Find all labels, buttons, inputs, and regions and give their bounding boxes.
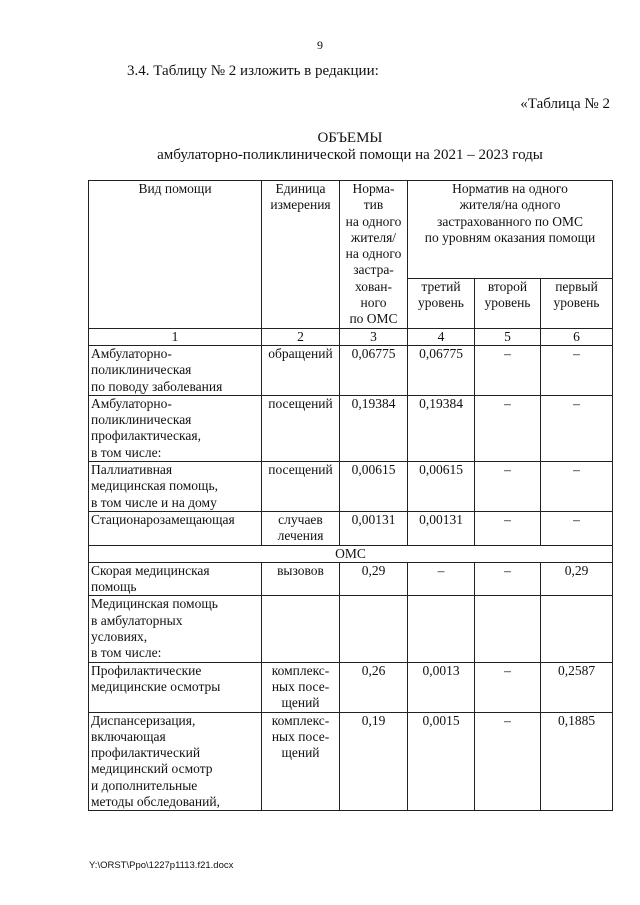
- row-norm: 0,26: [340, 662, 408, 712]
- row-type: Паллиативная медицинская помощь, в том числе и на дому: [89, 462, 262, 512]
- row-unit: случаев лечения: [262, 511, 340, 545]
- volumes-table: [88, 180, 613, 811]
- header-unit: [262, 181, 340, 329]
- row-level-2: –: [475, 712, 541, 811]
- row-level-1: 0,1885: [541, 712, 613, 811]
- page-number: 9: [317, 38, 323, 52]
- row-norm: 0,29: [340, 562, 408, 596]
- row-norm: 0,00615: [340, 462, 408, 512]
- row-unit: [262, 596, 340, 662]
- file-path-footer: Y:\ORST\Ppo\1227p1113.f21.docx: [89, 860, 234, 871]
- header-level-3-label: третий уровень: [418, 278, 464, 311]
- table-row: [89, 345, 613, 395]
- table-row: [89, 712, 613, 811]
- table-reference: «Таблица № 2: [520, 96, 610, 112]
- row-level-1: –: [541, 395, 613, 461]
- row-unit: посещений: [262, 395, 340, 461]
- column-number: 6: [541, 328, 613, 345]
- table-row: [89, 395, 613, 461]
- row-level-3: 0,06775: [408, 345, 475, 395]
- row-level-1: –: [541, 462, 613, 512]
- row-type: Скорая медицинская помощь: [89, 562, 262, 596]
- row-level-3: [408, 596, 475, 662]
- row-level-3: 0,19384: [408, 395, 475, 461]
- section-label: ОМС: [89, 545, 613, 562]
- row-level-2: –: [475, 395, 541, 461]
- intro-text: 3.4. Таблицу № 2 изложить в редакции:: [127, 63, 379, 79]
- row-level-3: 0,00131: [408, 511, 475, 545]
- row-type: Амбулаторно- поликлиническая по поводу заболевания: [89, 345, 262, 395]
- row-level-2: –: [475, 562, 541, 596]
- row-type: Стационарозамещающая: [89, 511, 262, 545]
- row-level-3: 0,00615: [408, 462, 475, 512]
- header-level-1-label: первый уровень: [553, 278, 600, 311]
- row-norm: 0,06775: [340, 345, 408, 395]
- header-levels-label: Норматив на одного жителя/на одного застрахованного по ОМС по уровням оказания помощи: [424, 181, 596, 245]
- row-level-2: –: [475, 345, 541, 395]
- column-number: 1: [89, 328, 262, 345]
- row-unit: комплекс- ных посе- щений: [262, 712, 340, 811]
- document-subtitle: амбулаторно-поликлинической помощи на 2021 – 2023 годы: [157, 147, 543, 163]
- header-row: [89, 181, 613, 279]
- row-level-1: 0,29: [541, 562, 613, 596]
- header-levels-group: [408, 181, 613, 279]
- document-title: ОБЪЕМЫ: [317, 130, 383, 146]
- header-type-label: Вид помощи: [138, 181, 212, 196]
- row-level-3: 0,0013: [408, 662, 475, 712]
- header-level-3: [408, 278, 475, 328]
- header-level-1: [541, 278, 613, 328]
- row-type: Профилактические медицинские осмотры: [89, 662, 262, 712]
- column-number: 5: [475, 328, 541, 345]
- row-level-3: 0,0015: [408, 712, 475, 811]
- header-norm-label: Норма- тив на одного жителя/ на одного застра- хован- ного по ОМС: [345, 181, 402, 327]
- row-level-2: [475, 596, 541, 662]
- row-level-1: 0,2587: [541, 662, 613, 712]
- column-number: 2: [262, 328, 340, 345]
- row-unit: обращений: [262, 345, 340, 395]
- header-unit-label: Единица измерения: [270, 181, 331, 213]
- header-level-2-label: второй уровень: [484, 278, 531, 311]
- table-row: [89, 511, 613, 545]
- table-row: [89, 462, 613, 512]
- column-numbers-row: [89, 328, 613, 345]
- row-level-1: –: [541, 345, 613, 395]
- row-level-2: –: [475, 511, 541, 545]
- row-norm: 0,19384: [340, 395, 408, 461]
- row-unit: вызовов: [262, 562, 340, 596]
- table-row: [89, 562, 613, 596]
- column-number: 3: [340, 328, 408, 345]
- row-norm: 0,00131: [340, 511, 408, 545]
- table-row: [89, 596, 613, 662]
- row-type: Диспансеризация, включающая профилактический медицинский осмотр и дополнительные методы обследований,: [89, 712, 262, 811]
- table-row: [89, 662, 613, 712]
- row-norm: [340, 596, 408, 662]
- row-level-1: –: [541, 511, 613, 545]
- row-type: Амбулаторно- поликлиническая профилактическая, в том числе:: [89, 395, 262, 461]
- column-number: 4: [408, 328, 475, 345]
- header-norm: [340, 181, 408, 329]
- row-unit: посещений: [262, 462, 340, 512]
- header-level-2: [475, 278, 541, 328]
- row-norm: 0,19: [340, 712, 408, 811]
- row-level-2: –: [475, 462, 541, 512]
- section-row-oms: [89, 545, 613, 562]
- row-unit: комплекс- ных посе- щений: [262, 662, 340, 712]
- row-level-2: –: [475, 662, 541, 712]
- row-type: Медицинская помощь в амбулаторных условиях, в том числе:: [89, 596, 262, 662]
- row-level-3: –: [408, 562, 475, 596]
- row-level-1: [541, 596, 613, 662]
- header-type: [89, 181, 262, 329]
